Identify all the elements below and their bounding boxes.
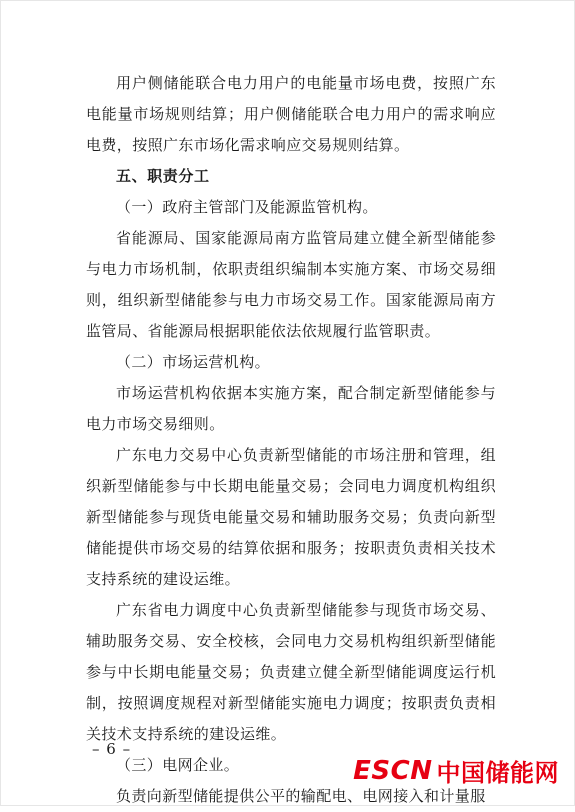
section-heading: 五、职责分工	[116, 167, 210, 185]
subsection-heading: （三）电网企业。	[116, 756, 240, 774]
body-paragraph: 省能源局、国家能源局南方监管局建立健全新型储能参与电力市场机制，依职责组织编制本实施方案、市场交易细则，组织新型储能参与电力市场交易工作。国家能源局南方监管局、省能源局根据职能依法依规履行监管职责。	[86, 229, 496, 340]
watermark-latin-text: ESCN	[353, 755, 433, 786]
document-body	[86, 68, 496, 812]
body-paragraph: 负责向新型储能提供公平的输配电、电网接入和计量服	[116, 787, 486, 805]
subsection-heading: （一）政府主管部门及能源监管机构。	[116, 198, 378, 216]
page-number: – 6 –	[92, 740, 132, 758]
watermark-chinese-text: 中国储能网	[436, 759, 559, 787]
body-paragraph: 广东电力交易中心负责新型储能的市场注册和管理，组织新型储能参与中长期电能量交易；会同电力调度机构组织新型储能参与现货电能量交易和辅助服务交易；负责向新型储能提供市场交易的结算依据和服务；按职责负责相关技术支持系统的建设运维。	[86, 446, 496, 588]
body-paragraph: 市场运营机构依据本实施方案，配合制定新型储能参与电力市场交易细则。	[86, 384, 496, 433]
body-paragraph: 用户侧储能联合电力用户的电能量市场电费，按照广东电能量市场规则结算；用户侧储能联合电力用户的需求响应电费，按照广东市场化需求响应交易规则结算。	[86, 74, 496, 154]
subsection-heading: （二）市场运营机构。	[116, 353, 271, 371]
escn-watermark-logo	[353, 753, 559, 788]
body-paragraph: 广东省电力调度中心负责新型储能参与现货市场交易、辅助服务交易、安全校核，会同电力交易机构组织新型储能参与中长期电能量交易；负责建立健全新型储能调度运行机制，按照调度规程对新型储能实施电力调度；按职责负责相关技术支持系统的建设运维。	[86, 601, 496, 743]
